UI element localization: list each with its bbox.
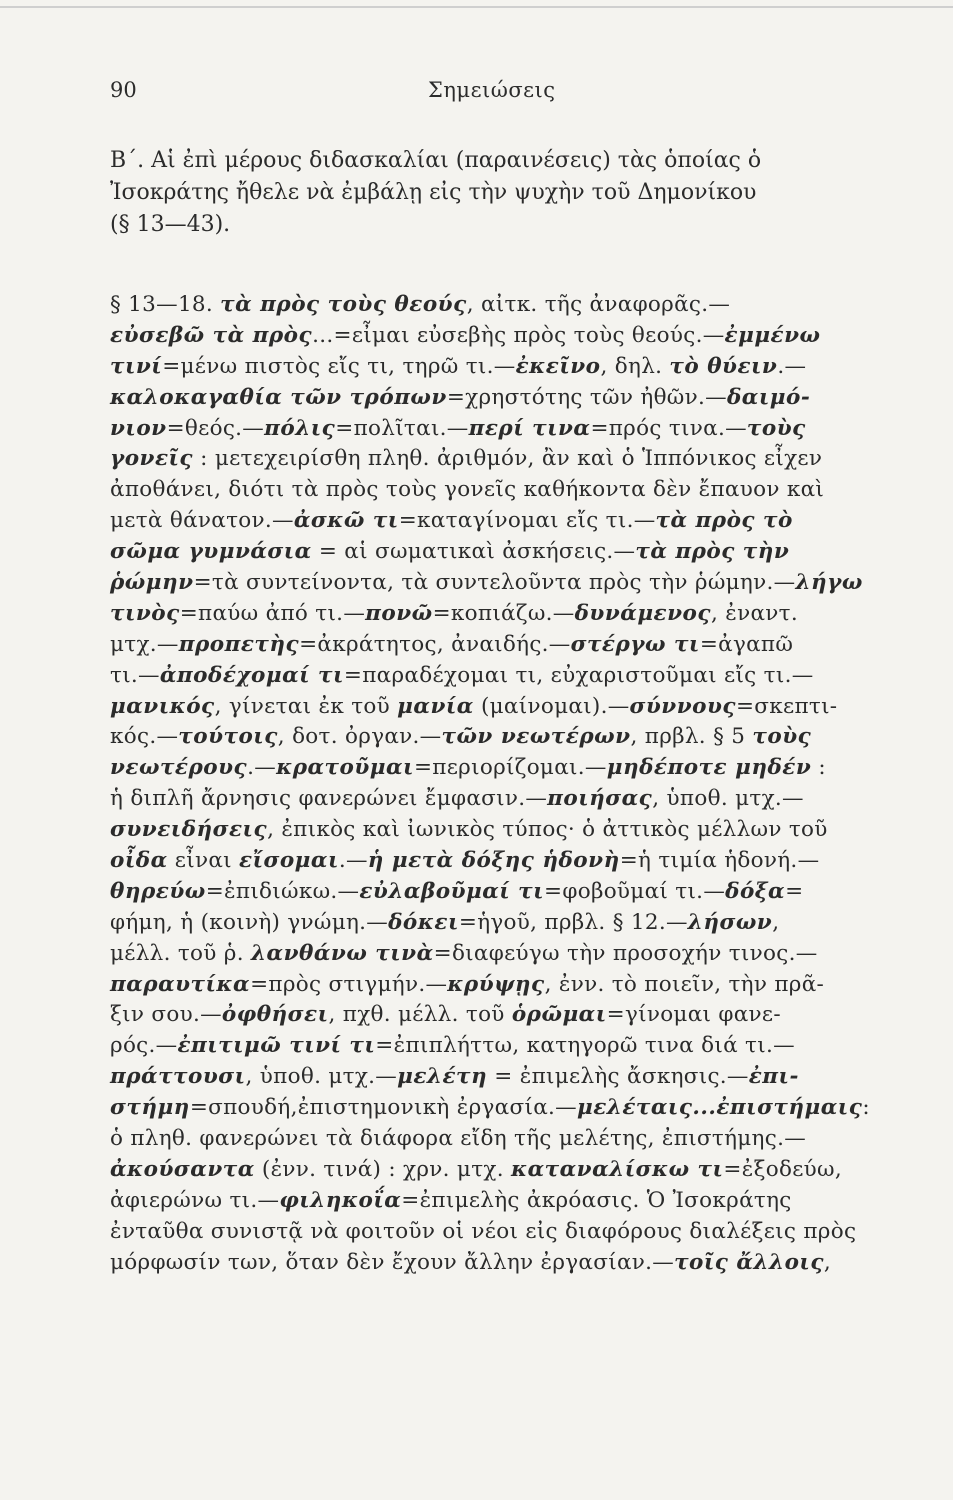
note-line xyxy=(110,383,910,414)
lemma-term: πόλις xyxy=(264,415,336,441)
note-line xyxy=(110,599,910,630)
lemma-term: τινὸς xyxy=(110,600,180,626)
note-text: , ὑποθ. μτχ.— xyxy=(245,1064,398,1090)
note-text: =κοπιάζω.— xyxy=(432,600,575,626)
lemma-term: τῶν νεωτέρων xyxy=(441,724,631,750)
page-number: 90 xyxy=(110,78,137,102)
note-line xyxy=(110,908,910,939)
lemma-term: δόξα xyxy=(725,878,786,904)
lemma-term: καλοκαγαθία τῶν τρόπων xyxy=(110,384,447,410)
lemma-term: οἶδα xyxy=(110,848,168,874)
page-edge-rule xyxy=(0,6,953,8)
lemma-term: λήσων xyxy=(687,909,773,935)
lemma-term: μελέτη xyxy=(397,1064,488,1090)
note-text: , ἐνν. τὸ ποιεῖν, τὴν πρᾶ- xyxy=(544,971,825,997)
note-text: =ἡγοῦ, πρβλ. § 12.— xyxy=(458,909,688,935)
lemma-term: ὁρῶμαι xyxy=(511,1002,607,1028)
note-text: , πχθ. μέλλ. τοῦ xyxy=(328,1002,512,1028)
heading-line: (§ 13—43). xyxy=(110,212,231,237)
note-text: ἀποθάνει, διότι τὰ πρὸς τοὺς γονεῖς καθήκοντα δὲν ἔπαυον καὶ xyxy=(110,477,825,503)
note-line xyxy=(110,1062,910,1093)
lemma-term: τὰ πρὸς τὴν xyxy=(635,539,790,565)
lemma-term: τινί xyxy=(110,353,163,379)
lemma-term: στήμη xyxy=(110,1095,190,1121)
lemma-term: εἴσομαι xyxy=(239,848,339,874)
note-text: =ἐπιπλήττω, κατηγορῶ τινα διά τι.— xyxy=(375,1033,795,1059)
page-header xyxy=(110,78,893,108)
note-line xyxy=(110,1031,910,1062)
note-text: : xyxy=(811,755,826,781)
note-text: , δοτ. ὀργαν.— xyxy=(277,724,442,750)
note-text: =χρηστότης τῶν ἠθῶν.— xyxy=(446,384,727,410)
lemma-term: περί τινα xyxy=(468,415,591,441)
lemma-term: ἀσκῶ τι xyxy=(293,508,399,534)
note-text: (μαίνομαι).— xyxy=(473,693,630,719)
note-text: , πρβλ. § 5 xyxy=(630,724,753,750)
lemma-term: προπετὴς xyxy=(178,631,300,657)
note-text: μέλλ. τοῦ ῥ. xyxy=(110,940,251,966)
note-line xyxy=(110,846,910,877)
lemma-term: παραυτίκα xyxy=(110,971,251,997)
note-text: μτχ.— xyxy=(110,631,179,657)
note-text: ξιν σου.— xyxy=(110,1002,222,1028)
note-text: =θεός.— xyxy=(166,415,265,441)
note-line xyxy=(110,414,910,445)
note-line xyxy=(110,970,910,1001)
note-text: ...=εἶμαι εὐσεβὴς πρὸς τοὺς θεούς.— xyxy=(312,322,725,348)
note-line xyxy=(110,784,910,815)
note-line xyxy=(110,1000,910,1031)
lemma-term: δυνάμενος xyxy=(574,600,711,626)
note-text: =μένω πιστὸς εἴς τι, τηρῶ τι.— xyxy=(162,353,516,379)
lemma-term: εὐσεβῶ τὰ πρὸς xyxy=(110,322,313,348)
note-text: κός.— xyxy=(110,724,179,750)
note-text: .— xyxy=(777,353,807,379)
note-text: , αἰτκ. τῆς ἀναφορᾶς.— xyxy=(466,292,731,317)
lemma-term: γονεῖς xyxy=(110,446,194,472)
note-text: = xyxy=(785,878,804,904)
lemma-term: ἀκούσαντα xyxy=(110,1156,255,1182)
lemma-term: λανθάνω τινὰ xyxy=(250,940,434,966)
lemma-term: τοῖς ἄλλοις xyxy=(674,1249,824,1275)
note-text: =παραδέχομαι τι, εὐχαριστοῦμαι εἴς τι.— xyxy=(343,662,814,688)
lemma-term: λήγω xyxy=(795,570,863,596)
lemma-term: σύννους xyxy=(629,693,736,719)
note-text: , δηλ. xyxy=(600,353,670,379)
lemma-term: ἐκεῖνο xyxy=(515,353,601,379)
running-title: Σημειώσεις xyxy=(428,78,556,102)
note-text: (ἐνν. τινά) : χρν. μτχ. xyxy=(254,1156,512,1182)
lemma-term: μελέταις...ἐπιστήμαις xyxy=(576,1095,863,1121)
note-line xyxy=(110,1155,910,1186)
lemma-term: ὀφθήσει xyxy=(221,1002,329,1028)
note-text: =ἐπιμελὴς ἀκρόασις. Ὁ Ἰσοκράτης xyxy=(401,1187,792,1213)
lemma-term: μανικός xyxy=(110,693,215,719)
lemma-term: θηρεύω xyxy=(110,878,206,904)
note-text: ρός.— xyxy=(110,1033,178,1059)
lemma-term: πονῶ xyxy=(365,600,433,626)
note-text: =ἡ τιμία ἡδονή.— xyxy=(619,848,820,874)
note-line xyxy=(110,661,910,692)
note-text: =πρὸς στιγμήν.— xyxy=(250,971,448,997)
note-text: ἐνταῦθα συνιστᾷ νὰ φοιτοῦν οἱ νέοι εἰς διαφόρους διαλέξεις πρὸς xyxy=(110,1218,857,1244)
note-text: =σπουδή,ἐπιστημονικὴ ἐργασία.— xyxy=(189,1095,577,1121)
note-text: , ἐπικὸς καὶ ἰωνικὸς τύπος· ὁ ἀττικὸς μέλλων τοῦ xyxy=(267,817,828,843)
lemma-term: τὰ πρὸς τοὺς θεούς xyxy=(220,292,467,317)
lemma-term: μηδέποτε μηδέν xyxy=(606,755,812,781)
lemma-term: κρατοῦμαι xyxy=(276,755,414,781)
lemma-term: κρύψῃς xyxy=(447,971,545,997)
note-text: =τὰ συντείνοντα, τὰ συντελοῦντα πρὸς τὴν ῥώμην.— xyxy=(193,570,796,596)
note-text: .— xyxy=(247,755,277,781)
lemma-term: τὰ πρὸς τὸ xyxy=(655,508,793,534)
note-text: , xyxy=(823,1249,832,1275)
note-text: =πρός τινα.— xyxy=(590,415,747,441)
lemma-term: ῥώμην xyxy=(110,570,194,596)
note-line xyxy=(110,290,910,321)
note-text: = αἱ σωματικαὶ ἀσκήσεις.— xyxy=(311,539,636,565)
note-line xyxy=(110,722,910,753)
lemma-term: μανία xyxy=(397,693,474,719)
note-text: =σκεπτι- xyxy=(735,693,838,719)
note-line xyxy=(110,1124,910,1155)
note-text: ὁ πληθ. φανερώνει τὰ διάφορα εἴδη τῆς μελέτης, ἐπιστήμης.— xyxy=(110,1126,807,1152)
note-text: τι.— xyxy=(110,662,160,688)
lemma-term: τοὺς xyxy=(752,724,812,750)
note-text: : μετεχειρίσθη πληθ. ἀριθμόν, ἂν καὶ ὁ Ἱππόνικος εἶχεν xyxy=(193,446,823,472)
lemma-term: ἐμμένω xyxy=(724,322,821,348)
lemma-term: σῶμα γυμνάσια xyxy=(110,539,312,565)
note-text: =καταγίνομαι εἴς τι.— xyxy=(398,508,656,534)
note-line xyxy=(110,475,910,506)
note-line xyxy=(110,630,910,661)
notes-body xyxy=(110,290,910,1279)
note-line xyxy=(110,321,910,352)
note-text: =ἐπιδιώκω.— xyxy=(205,878,360,904)
lemma-term: ἡ μετὰ δόξης ἡδονὴ xyxy=(367,848,620,874)
note-text: =περιορίζομαι.— xyxy=(413,755,607,781)
lemma-term: εὐλαβοῦμαί τι xyxy=(359,878,545,904)
note-line xyxy=(110,352,910,383)
lemma-term: ἐπιτιμῶ τινί τι xyxy=(177,1033,376,1059)
note-line xyxy=(110,815,910,846)
lemma-term: δαιμό- xyxy=(726,384,811,410)
lemma-term: συνειδήσεις xyxy=(110,817,268,843)
lemma-term: νεωτέρους xyxy=(110,755,248,781)
note-line xyxy=(110,939,910,970)
note-text: ἡ διπλῆ ἄρνησις φανερώνει ἔμφασιν.— xyxy=(110,786,548,812)
heading-line: Β΄. Αἱ ἐπὶ μέρους διδασκαλίαι (παραινέσεις) τὰς ὁποίας ὁ xyxy=(110,148,762,173)
note-text: , ἐναντ. xyxy=(710,600,798,626)
note-text: =παύω ἀπό τι.— xyxy=(179,600,366,626)
note-text: =ἀκράτητος, ἀναιδής.— xyxy=(299,631,571,657)
lemma-term: ἀποδέχομαί τι xyxy=(159,662,344,688)
note-text: =διαφεύγω τὴν προσοχήν τινος.— xyxy=(433,940,818,966)
lemma-term: ἐπι- xyxy=(748,1064,799,1090)
note-text: εἶναι xyxy=(167,848,239,874)
note-text: φήμη, ἡ (κοινὴ) γνώμη.— xyxy=(110,909,389,935)
note-line xyxy=(110,506,910,537)
note-text: , xyxy=(772,909,780,935)
note-line xyxy=(110,1186,910,1217)
lemma-term: τὸ θύειν xyxy=(669,353,778,379)
heading-line: Ἰσοκράτης ἤθελε νὰ ἐμβάλῃ εἰς τὴν ψυχὴν τοῦ Δημονίκου xyxy=(110,180,757,205)
note-text: .— xyxy=(338,848,368,874)
lemma-term: ποιήσας xyxy=(547,786,653,812)
note-text: § 13—18. xyxy=(110,292,221,317)
section-heading xyxy=(110,145,910,241)
lemma-term: στέργω τι xyxy=(570,631,700,657)
lemma-term: νιον xyxy=(110,415,167,441)
note-text: =γίνομαι φανε- xyxy=(606,1002,781,1028)
note-text: =πολῖται.— xyxy=(335,415,469,441)
note-line xyxy=(110,877,910,908)
lemma-term: δόκει xyxy=(388,909,459,935)
lemma-term: φιληκοΐα xyxy=(279,1187,402,1213)
note-text: =ἐξοδεύω, xyxy=(723,1156,842,1182)
note-text: ἀφιερώνω τι.— xyxy=(110,1187,280,1213)
note-text: μόρφωσίν των, ὅταν δὲν ἔχουν ἄλλην ἐργασίαν.— xyxy=(110,1249,675,1275)
note-line xyxy=(110,444,910,475)
note-line xyxy=(110,568,910,599)
note-text: : xyxy=(862,1095,870,1121)
note-line xyxy=(110,692,910,723)
note-text: , ὑποθ. μτχ.— xyxy=(652,786,804,812)
lemma-term: τούτοις xyxy=(178,724,278,750)
note-text: =φοβοῦμαί τι.— xyxy=(544,878,726,904)
note-line xyxy=(110,537,910,568)
note-line xyxy=(110,753,910,784)
note-text: μετὰ θάνατον.— xyxy=(110,508,294,534)
lemma-term: πράττουσι xyxy=(110,1064,246,1090)
note-line xyxy=(110,1248,910,1279)
note-line xyxy=(110,1217,910,1248)
note-text: =ἀγαπῶ xyxy=(699,631,794,657)
note-line xyxy=(110,1093,910,1124)
note-text: , γίνεται ἐκ τοῦ xyxy=(214,693,398,719)
note-text: = ἐπιμελὴς ἄσκησις.— xyxy=(487,1064,749,1090)
lemma-term: καταναλίσκω τι xyxy=(511,1156,724,1182)
lemma-term: τοὺς xyxy=(746,415,806,441)
